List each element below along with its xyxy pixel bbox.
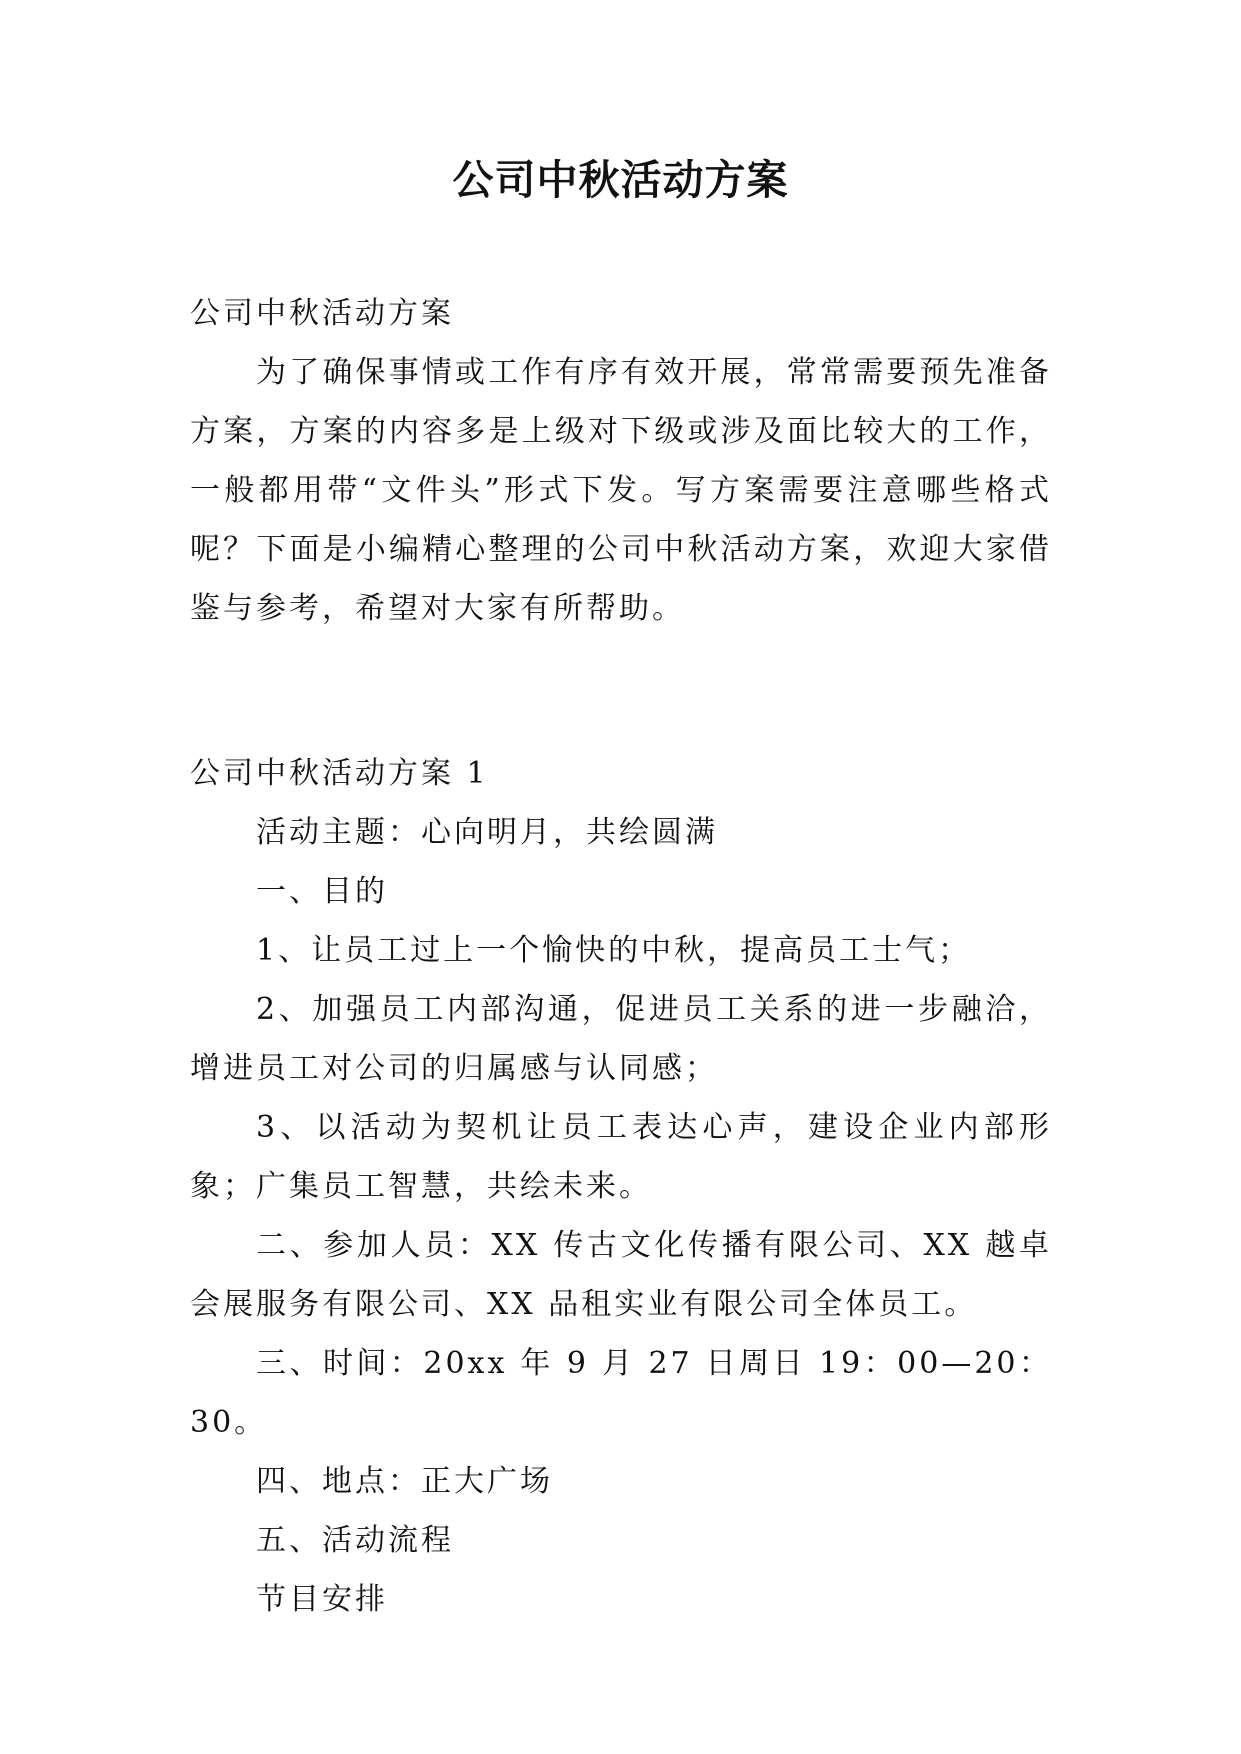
- plan-1-section: [190, 744, 1052, 1629]
- plan-1-heading: 公司中秋活动方案 1: [190, 756, 489, 791]
- program-schedule-heading: 节目安排: [256, 1582, 388, 1617]
- section-purpose-heading: 一、目的: [256, 874, 388, 909]
- activity-flow-heading: 五、活动流程: [256, 1523, 454, 1558]
- location-paragraph: 四、地点：正大广场: [256, 1464, 553, 1499]
- time-paragraph: 三、时间：20xx 年 9 月 27 日周日 19：00—20：30。: [190, 1346, 1052, 1440]
- intro-section: [190, 284, 1052, 638]
- purpose-item-2: 2、加强员工内部沟通，促进员工关系的进一步融洽，增进员工对公司的归属感与认同感；: [190, 992, 1052, 1086]
- participants-paragraph: 二、参加人员：XX 传古文化传播有限公司、XX 越卓会展服务有限公司、XX 品租实业有限公司全体员工。: [190, 1228, 1052, 1322]
- intro-paragraph: 为了确保事情或工作有序有效开展，常常需要预先准备方案，方案的内容多是上级对下级或涉及面比较大的工作，一般都用带“文件头”形式下发。写方案需要注意哪些格式呢？下面是小编精心整理的公司中秋活动方案，欢迎大家借鉴与参考，希望对大家有所帮助。: [190, 355, 1052, 626]
- purpose-item-1: 1、让员工过上一个愉快的中秋，提高员工士气；: [256, 933, 972, 968]
- intro-heading: 公司中秋活动方案: [190, 296, 454, 331]
- purpose-item-3: 3、以活动为契机让员工表达心声，建设企业内部形象；广集员工智慧，共绘未来。: [190, 1110, 1052, 1204]
- plan-theme: 活动主题：心向明月，共绘圆满: [256, 815, 718, 850]
- document-title: 公司中秋活动方案: [452, 156, 789, 204]
